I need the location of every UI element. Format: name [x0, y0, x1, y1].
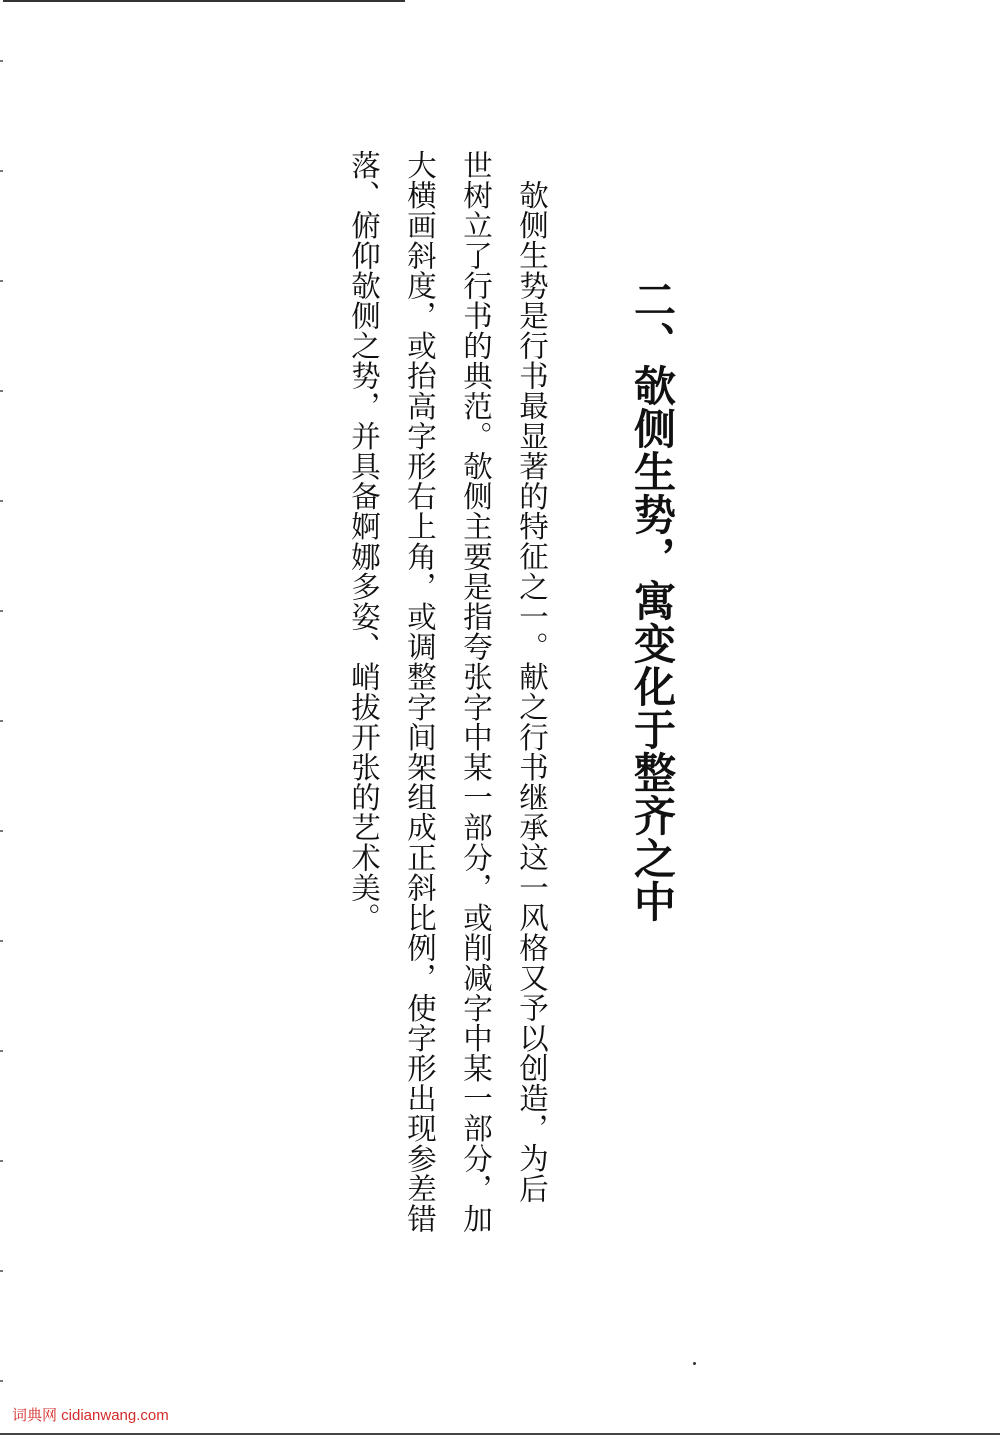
site-watermark[interactable]: 词典网 cidianwang.com: [12, 1407, 169, 1424]
body-line: 落、俯仰欹侧之势，并具备婀娜多姿、峭拔开张的艺术美。: [347, 150, 381, 933]
scan-speck: [693, 1362, 696, 1365]
section-heading: 二、欹侧生势，寓变化于整齐之中: [628, 278, 677, 923]
body-line: 世树立了行书的典范。欹侧主要是指夸张字中某一部分，或削减字中某一部分，加: [459, 150, 493, 1234]
bottom-edge-rule: [0, 1433, 1000, 1435]
top-edge-rule: [0, 0, 405, 2]
body-line: 欹侧生势是行书最显著的特征之一。献之行书继承这一风格又予以创造，为后: [515, 179, 549, 1203]
body-text: [347, 150, 560, 1234]
body-line: 大横画斜度，或抬高字形右上角，或调整字间架组成正斜比例，使字形出现参差错: [403, 150, 437, 1234]
left-scan-edge: [0, 0, 3, 1438]
